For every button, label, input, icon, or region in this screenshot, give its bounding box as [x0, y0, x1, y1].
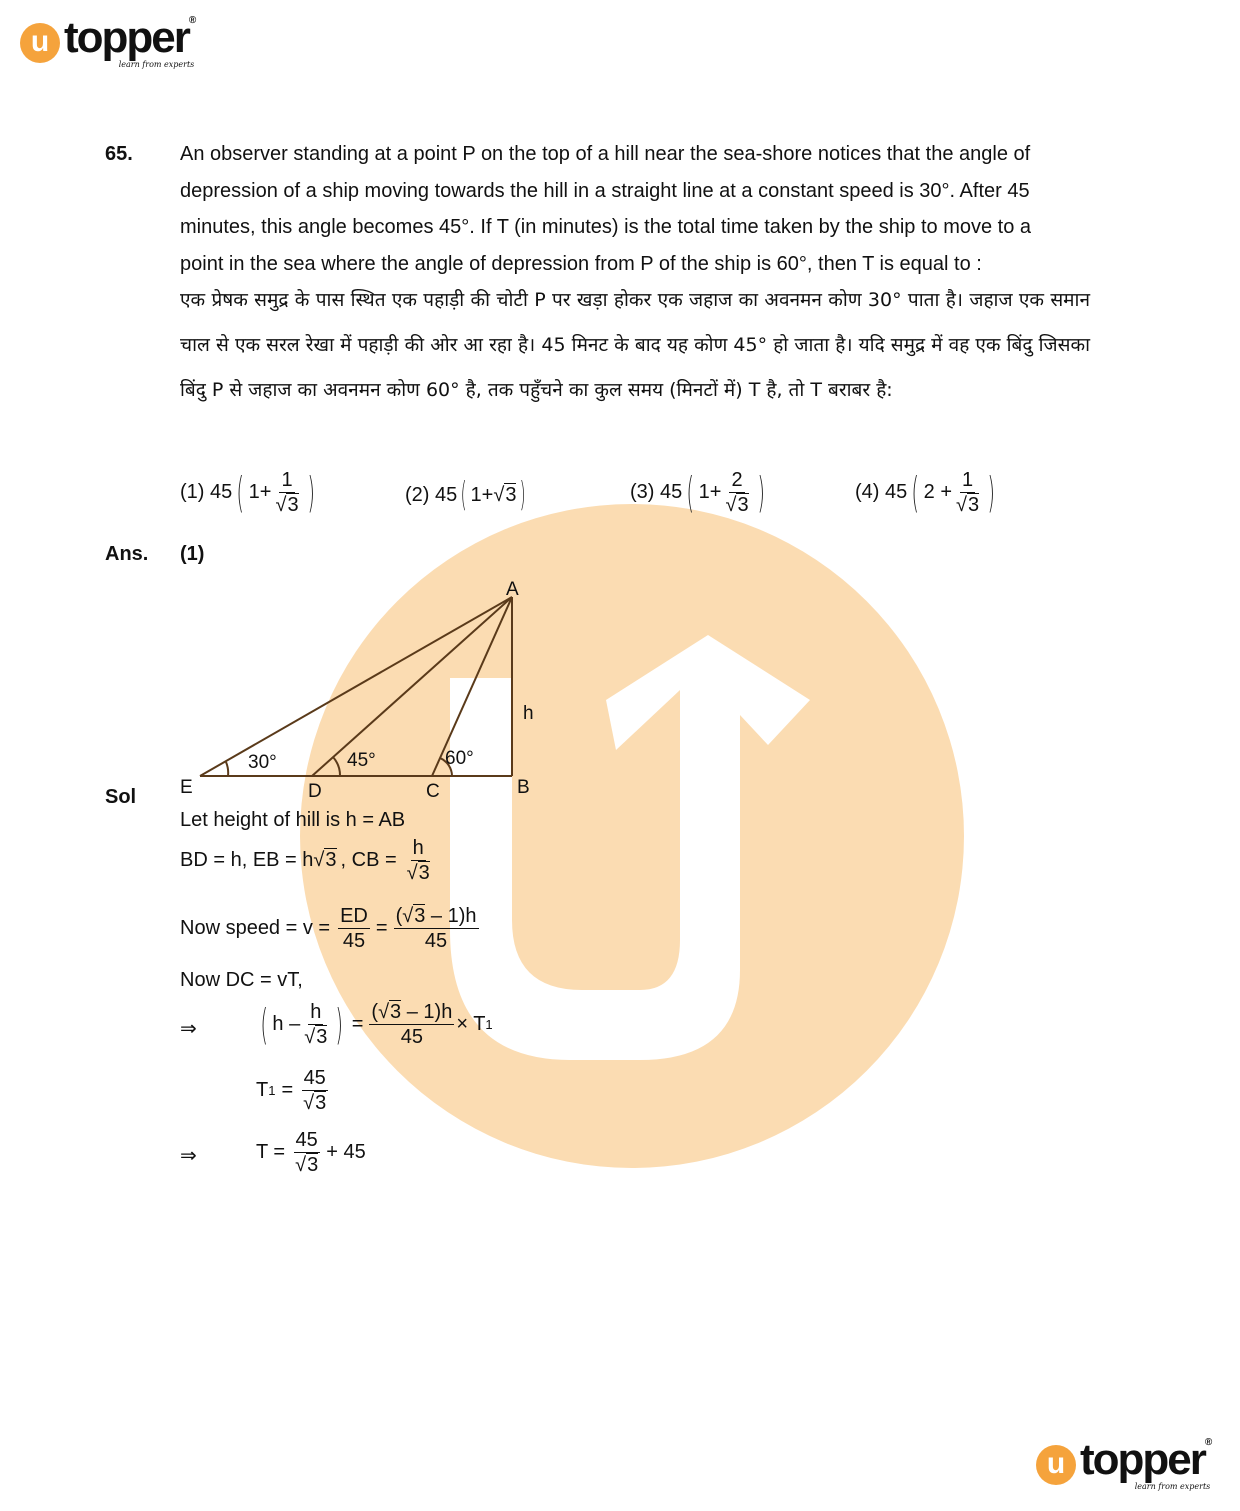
option-radicand: 3 — [287, 494, 299, 516]
eq-subscript: 1 — [268, 1083, 276, 1098]
option-1: (1) 45 ( 1+ $\frac{1}{√3}$ ) — [180, 467, 315, 517]
implies-arrow-2: ⇒ — [180, 1145, 197, 1167]
eq-subscript: 1 — [485, 1017, 493, 1032]
eq-numerator: 45 — [295, 1129, 318, 1151]
eq-radicand: 3 — [325, 849, 337, 871]
eq-radicand: 3 — [390, 1001, 402, 1023]
header-logo — [20, 13, 195, 69]
sightline-d — [312, 597, 512, 776]
question-line: depression of a ship moving towards the hill in a straight line at a constant speed is 30°. After 45 — [180, 179, 1030, 202]
option-radicand: 3 — [737, 494, 749, 516]
solution-line-5: ( h – $\frac{h}{√3}$ ) = $\frac{(√3 - 1)h}{45}$ × T 1 — [260, 999, 493, 1049]
eq-text: Now speed = v = — [180, 917, 331, 939]
solution-label: Sol — [105, 786, 137, 808]
eq-denominator: 45 — [342, 930, 366, 952]
solution-line-7: T = $\frac{45}{√3}$ + 45 — [256, 1129, 366, 1176]
answer-label: Ans. — [105, 543, 149, 565]
eq-text: ( — [371, 1001, 379, 1023]
eq-denominator: 45 — [400, 1026, 423, 1048]
height-label: h — [523, 703, 534, 724]
solution-line-2: BD = h, EB = h √3 , CB = $\frac{h}{√3}$ — [180, 837, 430, 884]
eq-text: T = — [256, 1141, 286, 1163]
option-label: (1) 45 — [180, 481, 233, 503]
solution-line-3: Now speed = v = $\frac{ED}{45}$ = $\frac{(√3 - 1)h}{45}$ — [180, 905, 477, 952]
angle-arc-30 — [226, 762, 228, 776]
point-a-label: A — [506, 579, 519, 600]
logo-wordmark: topper — [1080, 1435, 1205, 1484]
eq-text: , CB = — [340, 849, 397, 871]
solution-line-4: Now DC = vT, — [180, 969, 303, 991]
eq-numerator: – 1)h — [425, 905, 477, 927]
logo-tagline: learn from experts — [118, 60, 195, 69]
question-english — [180, 136, 1090, 282]
option-3: (3) 45 ( 1+ $\frac{2}{√3}$ ) — [630, 467, 765, 517]
angle-arc-45 — [333, 757, 340, 776]
eq-numerator: h — [310, 1001, 322, 1023]
eq-sign: = — [351, 1013, 364, 1035]
eq-numerator: h — [412, 837, 424, 859]
implies-arrow-1: ⇒ — [180, 1018, 197, 1040]
angle-45-label: 45° — [347, 750, 376, 771]
option-term: 1+ — [470, 483, 494, 506]
logo-registered: ® — [188, 15, 195, 26]
eq-sign: = — [375, 917, 388, 939]
option-label: (2) 45 — [405, 483, 458, 506]
option-numerator: 1 — [281, 469, 293, 491]
eq-radicand: 3 — [418, 862, 430, 884]
eq-numerator: 45 — [303, 1067, 326, 1089]
solution-line-6: T 1 = $\frac{45}{√3}$ — [256, 1067, 327, 1114]
angle-30-label: 30° — [248, 752, 277, 773]
eq-denominator: 45 — [424, 930, 448, 952]
eq-radicand: 3 — [316, 1026, 328, 1048]
eq-text: T — [256, 1079, 269, 1101]
option-term: 1+ — [248, 481, 272, 503]
footer-logo — [1036, 1435, 1211, 1491]
option-numerator: 2 — [731, 469, 743, 491]
logo-registered: ® — [1204, 1437, 1211, 1448]
logo-u-icon: u — [20, 23, 60, 63]
eq-text: + 45 — [326, 1141, 366, 1163]
eq-text: h – — [272, 1013, 301, 1035]
eq-radicand: 3 — [315, 1092, 327, 1114]
eq-text: BD = h, EB = h — [180, 849, 314, 871]
logo-wordmark: topper — [64, 13, 189, 62]
option-label: (4) 45 — [855, 481, 908, 503]
logo-u-icon: u — [1036, 1445, 1076, 1485]
solution-line-1: Let height of hill is h = AB — [180, 809, 406, 831]
angle-60-label: 60° — [445, 748, 474, 769]
eq-radicand: 3 — [307, 1154, 319, 1176]
question-number: 65. — [105, 143, 133, 165]
point-e-label: E — [180, 777, 193, 798]
point-b-label: B — [517, 777, 530, 798]
option-4: (4) 45 ( 2 + $\frac{1}{√3}$ ) — [855, 467, 995, 517]
eq-radicand: 3 — [414, 905, 426, 927]
option-term: 2 + — [923, 481, 952, 503]
option-term: 1+ — [698, 481, 722, 503]
option-2: (2) 45 ( 1+ √3 ) — [405, 475, 527, 515]
eq-numerator: – 1)h — [401, 1001, 453, 1023]
point-d-label: D — [308, 781, 322, 802]
eq-numerator: ED — [340, 905, 368, 927]
option-radicand: 3 — [967, 494, 980, 516]
question-line: An observer standing at a point P on the top of a hill near the sea-shore notices that the angle of — [180, 143, 1031, 165]
question-line: minutes, this angle becomes 45°. If T (in minutes) is the total time taken by the ship to move to a — [180, 216, 1032, 238]
option-label: (3) 45 — [630, 481, 683, 503]
question-line: point in the sea where the angle of depression from P of the ship is 60°, then T is equal to : — [180, 252, 982, 275]
triangle-diagram — [170, 575, 550, 805]
logo-tagline: learn from experts — [1134, 1482, 1211, 1491]
point-c-label: C — [426, 781, 440, 802]
question-hindi: एक प्रेषक समुद्र के पास स्थित एक पहाड़ी की चोटी P पर खड़ा होकर एक जहाज का अवनमन कोण 30° पाता है। जहाज एक समान चाल से एक सरल रेखा में पहाड़ी की ओर आ रहा है। 45 मिनट के बाद यह कोण 45° हो जाता है। यदि समुद्र में वह एक बिंदु जिसका बिंदु P से जहाज का अवनमन कोण 60° है, तक पहुँचने का कुल समय (मिनटों में) T है, तो T बराबर है: — [180, 289, 1090, 401]
answer-value: (1) — [180, 543, 205, 565]
eq-text: × T — [456, 1013, 486, 1035]
eq-sign: = — [281, 1079, 294, 1101]
option-radicand: 3 — [505, 483, 517, 506]
option-numerator: 1 — [961, 469, 974, 491]
